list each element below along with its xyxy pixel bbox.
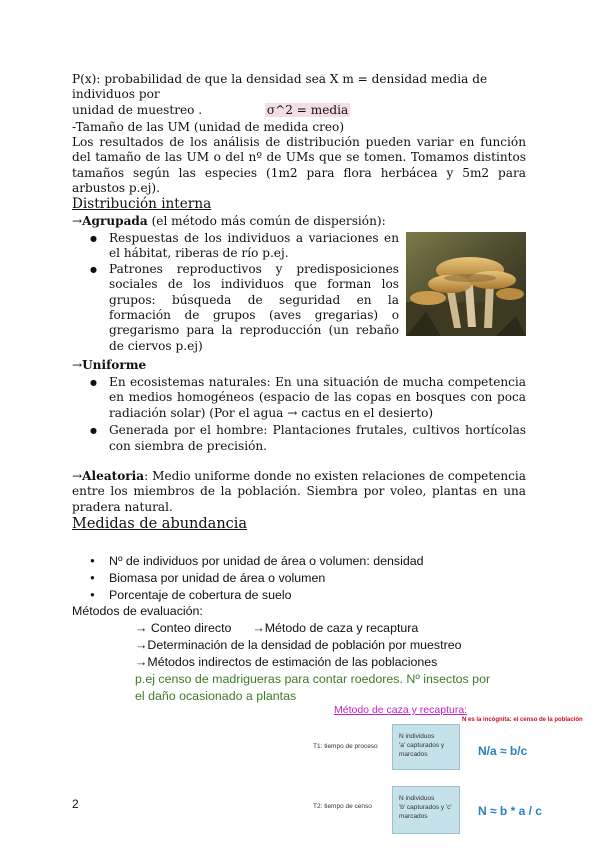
- aleatoria-arrow: →: [72, 469, 83, 483]
- green-example-2: el daño ocasionado a plantas: [135, 689, 297, 703]
- metodos-block: [72, 603, 526, 705]
- conteo-directo: → Conteo directo: [135, 621, 232, 635]
- list-item: ● Porcentaje de cobertura de suelo: [72, 587, 526, 604]
- agrupada-arrow: →: [72, 214, 83, 228]
- green-example-1: p.ej censo de madrigueras para contar roedores. Nº insectos por: [135, 672, 491, 686]
- aleatoria-paragraph: [72, 469, 526, 515]
- list-item: ● Nº de individuos por unidad de área o volumen: densidad: [72, 553, 526, 570]
- uniforme-list: [72, 375, 526, 454]
- um-title: -Tamaño de las UM (unidad de medida creo): [72, 120, 345, 134]
- agrupada-list: [72, 231, 399, 354]
- list-item: ● En ecosistemas naturales: En una situación de mucha competencia en medios homogéneos (espacio de las copas en bosques con poca radiación solar) (Por el agua → cactus en el desierto): [72, 375, 526, 421]
- box-t1: [392, 724, 460, 770]
- diagram-note: N es la incógnita: el censo de la población: [462, 717, 583, 723]
- agrupada-line: [72, 214, 526, 229]
- box-t2: [392, 786, 460, 834]
- t2-label: T2: tiempo de censo: [313, 803, 372, 810]
- probability-line-2: [72, 103, 526, 118]
- abundancia-list: [72, 553, 526, 603]
- metodos-indirectos: →Métodos indirectos de estimación de las poblaciones: [135, 655, 438, 669]
- variance-highlight: σ^2 = media: [266, 102, 349, 117]
- uniforme-line: [72, 358, 526, 373]
- caza-recaptura: →Método de caza y recaptura: [252, 621, 419, 635]
- metodo-muestreo: →Determinación de la densidad de población por muestreo: [135, 638, 462, 652]
- agrupada-rest: (el método más común de dispersión):: [147, 214, 386, 228]
- um-paragraph: Los resultados de los análisis de distribución pueden variar en función del tamaño de las UM o del nº de UMs que se tomen. Tomamos distintos tamaños según las especies (1m2 para flora herbácea y 5m2 para arbustos p.ej).: [72, 135, 526, 196]
- formula-1: N/a ≈ b/c: [478, 744, 528, 758]
- aleatoria-rest: : Medio uniforme donde no existen relaciones de competencia entre los miembros de la población. Siembra por voleo, plantas en una pradera natural.: [72, 469, 526, 514]
- box1-line-2: 'a' capturados y marcados: [399, 742, 445, 758]
- diagram-title: Método de caza y recaptura:: [334, 704, 468, 716]
- list-item: ● Respuestas de los individuos a variaciones en el hábitat, riberas de río p.ej.: [72, 231, 399, 262]
- distribucion-heading: Distribución interna: [72, 196, 212, 212]
- mushroom-image-icon: [406, 232, 526, 336]
- formula-2: N ≈ b * a / c: [478, 804, 542, 818]
- metodos-row-1: [72, 620, 526, 637]
- box1-line-1: N individuos: [399, 733, 435, 740]
- list-item: ● Generada por el hombre: Plantaciones frutales, cultivos hortícolas con siembra de precisión.: [72, 423, 526, 454]
- metodos-title: Métodos de evaluación:: [72, 604, 203, 618]
- uniforme-label: Uniforme: [82, 358, 147, 372]
- uniforme-arrow: →: [72, 358, 83, 372]
- aleatoria-label: Aleatoria: [82, 469, 145, 483]
- page-number: 2: [72, 797, 79, 811]
- box2-line-1: N individuos: [399, 795, 435, 802]
- mushroom-photo: [406, 232, 526, 336]
- probability-line-1: P(x): probabilidad de que la densidad sea X m = densidad media de individuos por: [72, 72, 488, 102]
- probability-line-2-text: unidad de muestreo .: [72, 102, 203, 117]
- agrupada-label: Agrupada: [82, 214, 148, 228]
- list-item: ● Biomasa por unidad de área o volumen: [72, 570, 526, 587]
- probability-paragraph: [72, 72, 526, 118]
- abundancia-heading: Medidas de abundancia: [72, 516, 248, 532]
- list-item: ● Patrones reproductivos y predisposiciones sociales de los individuos que forman los grupos: búsqueda de seguridad en la formación de grupos (aves gregarias) o gregarismo para la reproducción (un rebaño de ciervos p.ej): [72, 262, 399, 354]
- box2-line-2: 'b' capturados y 'c' marcados: [399, 804, 452, 820]
- t1-label: T1: tiempo de proceso: [313, 743, 378, 750]
